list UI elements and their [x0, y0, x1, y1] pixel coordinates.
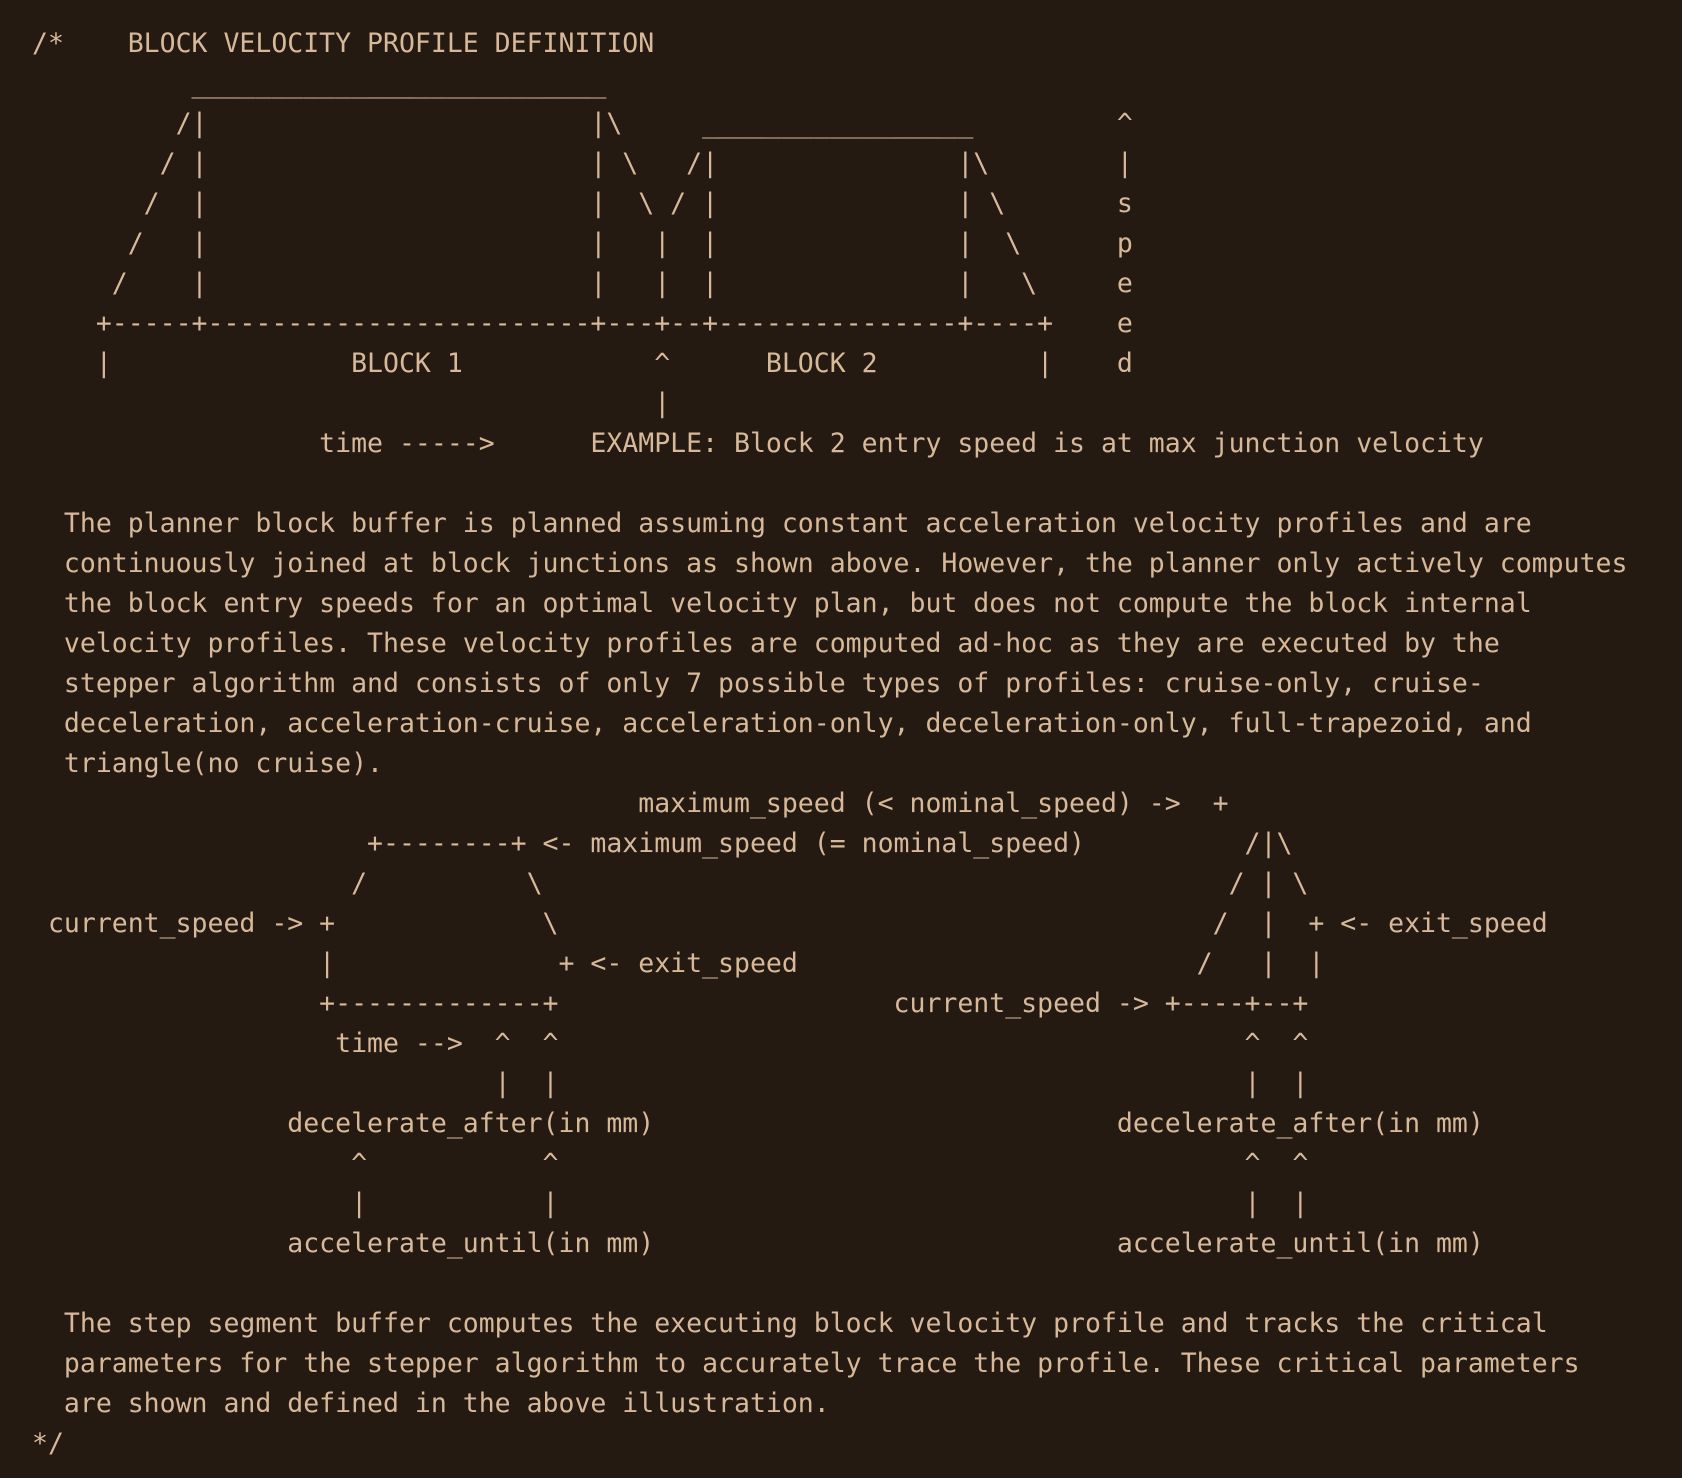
blank-line: [32, 464, 1682, 504]
diagram-line: +-------------+ current_speed -> +----+--+: [32, 988, 1309, 1019]
diagram-line: / | | \ / | | \ s: [32, 188, 1133, 219]
paragraph-line: velocity profiles. These velocity profiles are computed ad-hoc as they are executed by the: [32, 628, 1500, 659]
diagram-line: time --> ^ ^ ^ ^: [32, 1028, 1309, 1059]
diagram-line: | BLOCK 1 ^ BLOCK 2 | d: [32, 348, 1133, 379]
diagram-line: / \ / | \: [32, 868, 1309, 899]
paragraph-line: parameters for the stepper algorithm to accurately trace the profile. These critical parameters: [32, 1348, 1580, 1379]
diagram-line: /| |\ _________________ ^: [32, 108, 1133, 139]
diagram-caption-line: time -----> EXAMPLE: Block 2 entry speed is at max junction velocity: [32, 428, 1484, 459]
diagram-line: +-----+------------------------+---+--+---------------+----+ e: [32, 308, 1133, 339]
diagram-line: / | | | | | \ p: [32, 228, 1133, 259]
diagram-line: accelerate_until(in mm) accelerate_until(in mm): [32, 1228, 1484, 1259]
diagram-line: / | | | | | \ e: [32, 268, 1133, 299]
diagram-line: |: [32, 388, 671, 419]
diagram-line: / | | \ /| |\ |: [32, 148, 1133, 179]
diagram-line: current_speed -> + \ / | + <- exit_speed: [32, 908, 1548, 939]
diagram-line: ^ ^ ^ ^: [32, 1148, 1309, 1179]
diagram-line: | | | |: [32, 1188, 1309, 1219]
comment-close-line: */: [32, 1428, 64, 1459]
paragraph-line: triangle(no cruise).: [32, 748, 383, 779]
paragraph-line: stepper algorithm and consists of only 7 possible types of profiles: cruise-only, cruise-: [32, 668, 1484, 699]
diagram-line: maximum_speed (< nominal_speed) -> +: [32, 788, 1229, 819]
paragraph-line: are shown and defined in the above illustration.: [32, 1388, 830, 1419]
diagram-line: decelerate_after(in mm) decelerate_after(in mm): [32, 1108, 1484, 1139]
diagram-line: | | | |: [32, 1068, 1309, 1099]
diagram-line: | + <- exit_speed / | |: [32, 948, 1325, 979]
paragraph-line: the block entry speeds for an optimal velocity plan, but does not compute the block internal: [32, 588, 1532, 619]
diagram-line: +--------+ <- maximum_speed (= nominal_speed) /|\: [32, 828, 1293, 859]
paragraph-line: The step segment buffer computes the executing block velocity profile and tracks the critical: [32, 1308, 1548, 1339]
diagram-line: __________________________: [32, 68, 607, 99]
paragraph-line: continuously joined at block junctions as shown above. However, the planner only actively computes: [32, 548, 1628, 579]
comment-open-line: /* BLOCK VELOCITY PROFILE DEFINITION: [32, 28, 655, 59]
blank-line: [32, 1264, 1682, 1304]
paragraph-line: The planner block buffer is planned assuming constant acceleration velocity profiles and are: [32, 508, 1532, 539]
paragraph-line: deceleration, acceleration-cruise, acceleration-only, deceleration-only, full-trapezoid, and: [32, 708, 1532, 739]
